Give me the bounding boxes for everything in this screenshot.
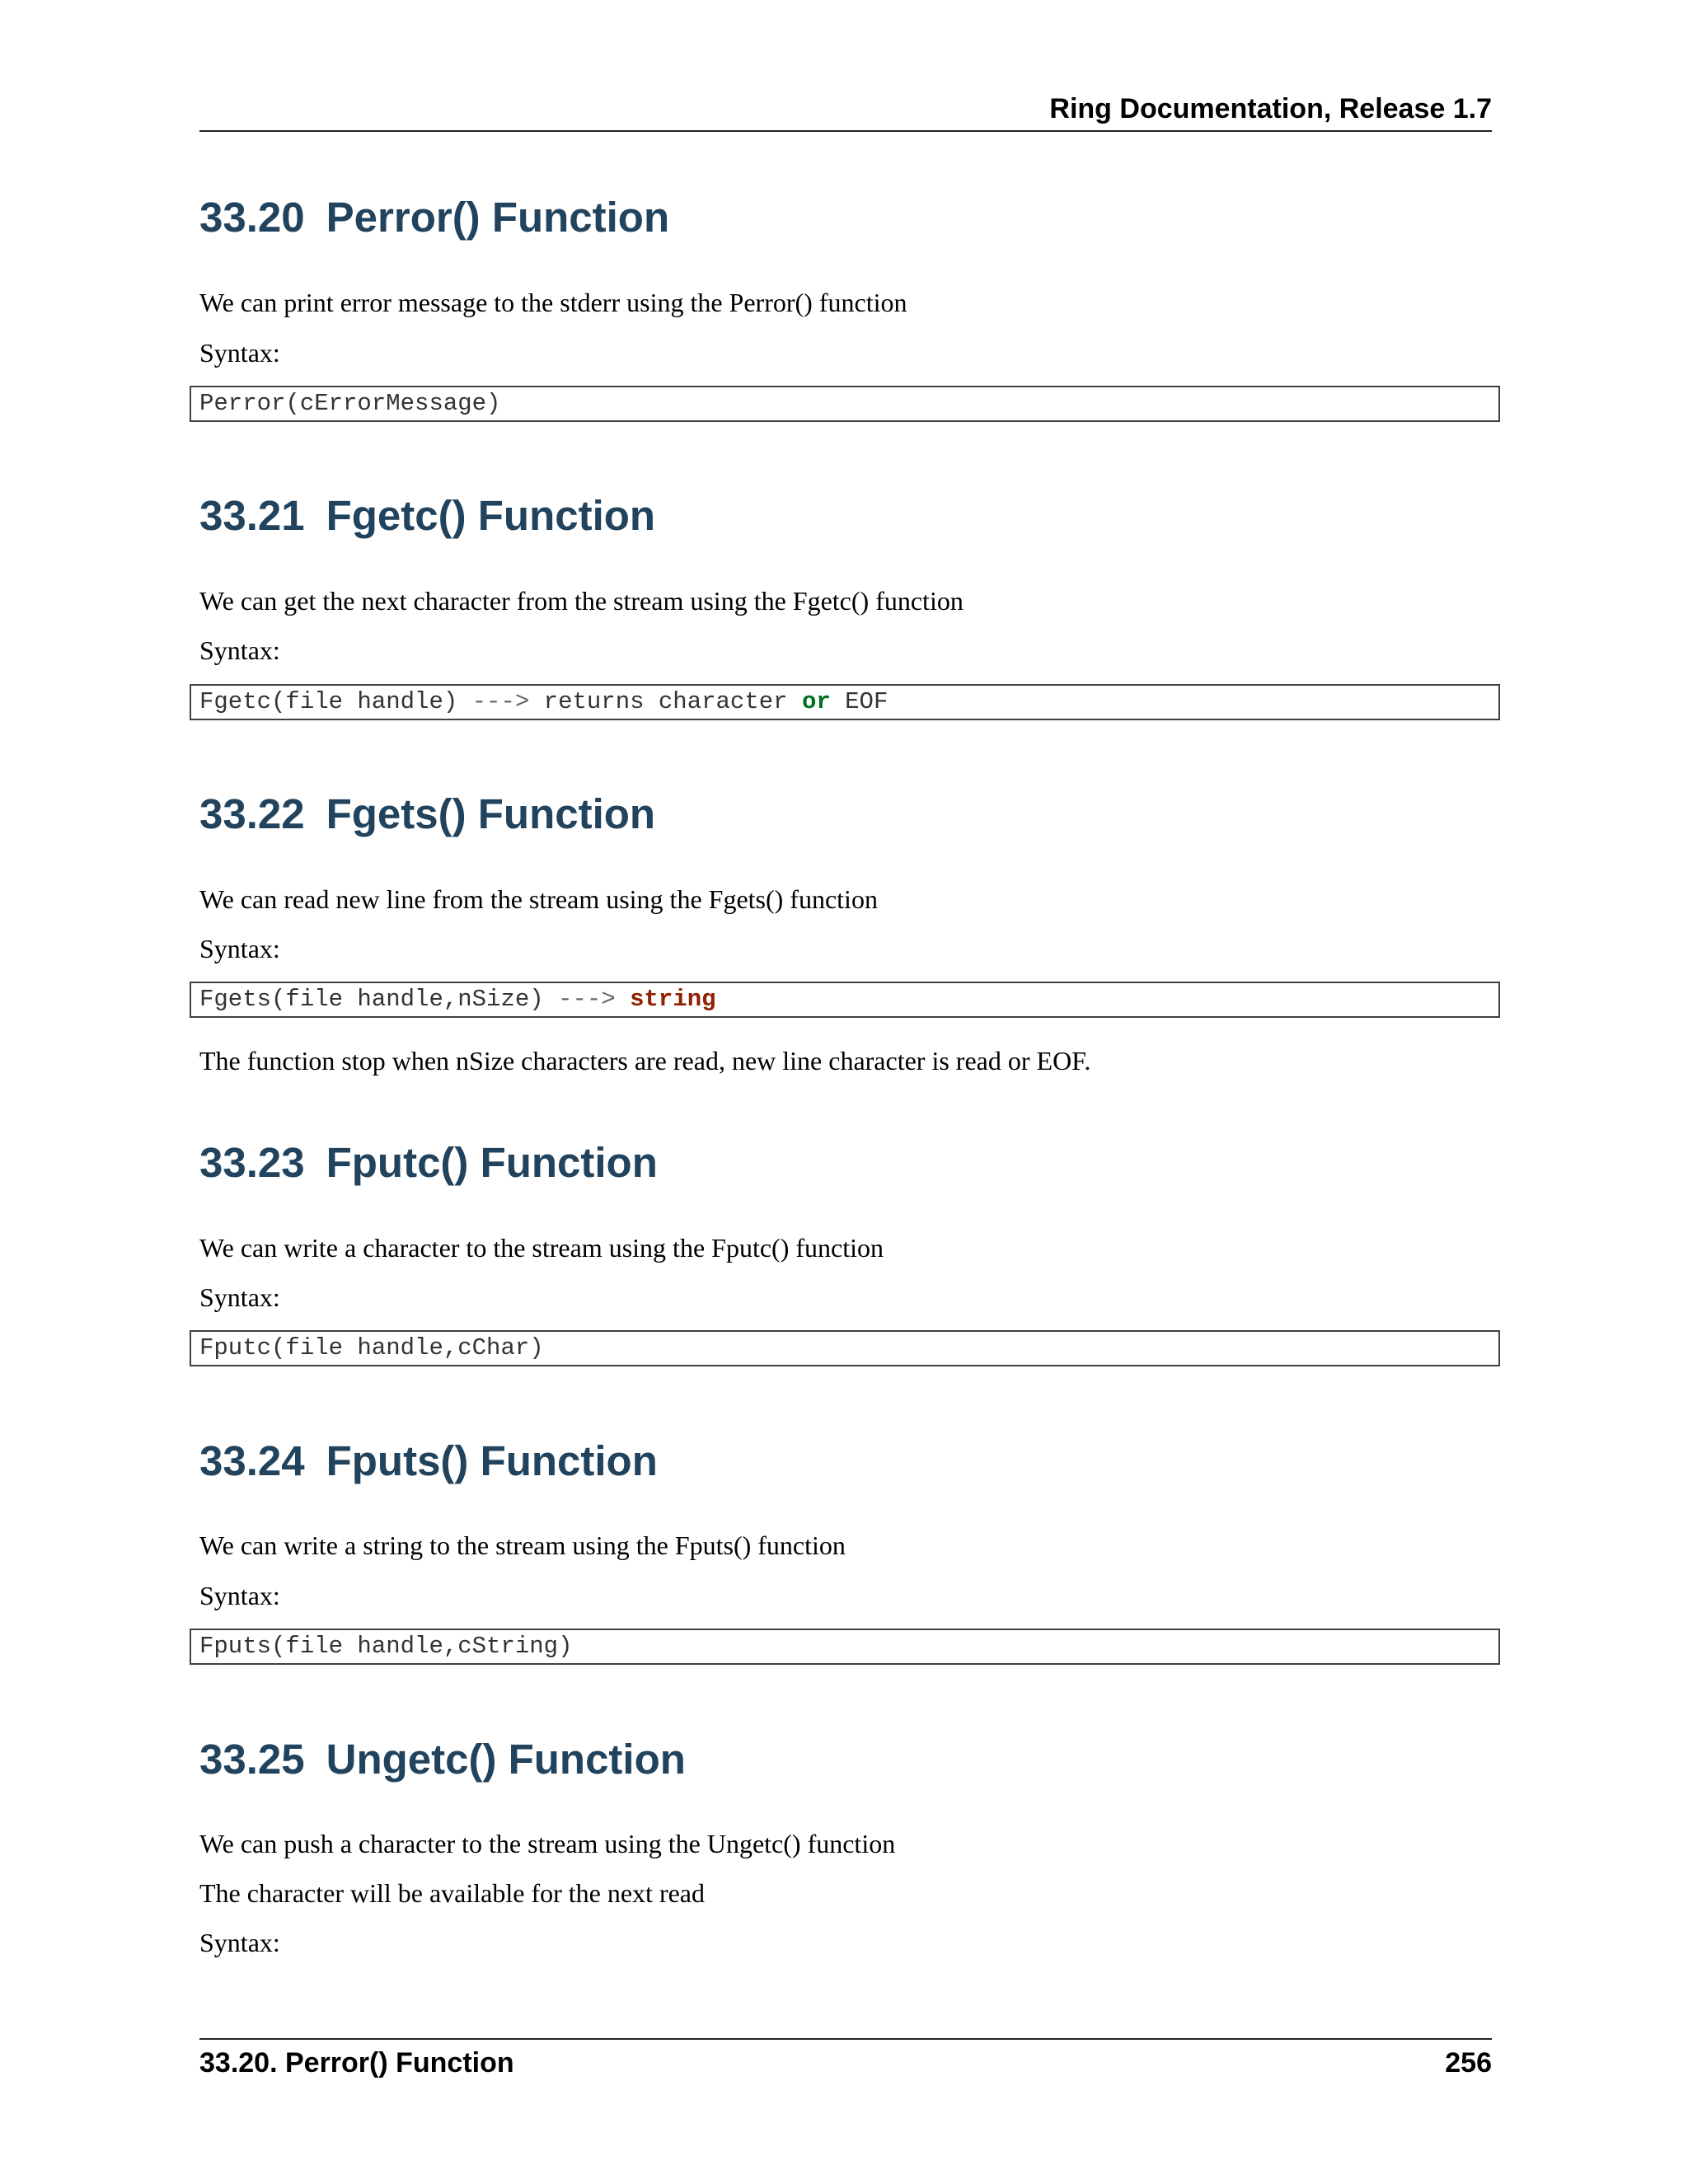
section-number: 33.22: [199, 790, 305, 837]
section-title: [199, 193, 1492, 242]
syntax-label: Syntax:: [199, 635, 280, 665]
code-block: [190, 386, 1500, 422]
paragraph: The function stop when nSize characters are read, new line character is read or EOF.: [199, 1046, 1091, 1076]
running-header: [199, 92, 1492, 132]
section-title: [199, 1735, 1492, 1784]
section-heading-fputs: [199, 1436, 1492, 1486]
syntax-label: Syntax:: [199, 934, 280, 963]
section-title-text: Fgetc() Function: [326, 492, 656, 539]
code-keyword: string: [630, 986, 716, 1013]
section-number: 33.25: [199, 1736, 305, 1783]
footer-section: 33.20. Perror() Function: [199, 2047, 514, 2079]
code-keyword: or: [801, 688, 831, 715]
code-operator: --->: [471, 688, 530, 715]
section-heading-fputc: [199, 1138, 1492, 1188]
code-text: Fgetc(file handle): [199, 688, 472, 715]
syntax-label: Syntax:: [199, 1581, 280, 1610]
code-text: Fgets(file handle,nSize): [199, 986, 559, 1013]
code-text: [616, 986, 630, 1013]
code-operator: --->: [558, 986, 616, 1013]
section-heading-fgets: [199, 790, 1492, 839]
section-number: 33.21: [199, 492, 305, 539]
paragraph: We can print error message to the stderr using the Perror() function: [199, 288, 907, 317]
section-number: 33.23: [199, 1139, 305, 1186]
code-text: Perror(cErrorMessage): [199, 390, 501, 417]
paragraph: We can get the next character from the stream using the Fgetc() function: [199, 586, 964, 616]
section-number: 33.24: [199, 1437, 305, 1484]
syntax-label: Syntax:: [199, 1282, 280, 1312]
section-title: [199, 790, 1492, 839]
code-block: [190, 1330, 1500, 1366]
code-block: [190, 982, 1500, 1018]
section-heading-ungetc: [199, 1735, 1492, 1784]
syntax-label: Syntax:: [199, 338, 280, 368]
section-title-text: Ungetc() Function: [326, 1736, 686, 1783]
section-heading-fgetc: [199, 491, 1492, 541]
section-title-text: Fgets() Function: [326, 790, 656, 837]
page-number: 256: [1445, 2047, 1492, 2079]
paragraph: We can write a character to the stream using the Fputc() function: [199, 1233, 884, 1263]
header-title: Ring Documentation, Release 1.7: [1049, 93, 1492, 124]
code-text: Fputc(file handle,cChar): [199, 1334, 544, 1361]
section-title-text: Fputs() Function: [326, 1437, 658, 1484]
paragraph: We can push a character to the stream using the Ungetc() function: [199, 1829, 896, 1858]
section-heading-perror: [199, 193, 1492, 242]
section-title: [199, 491, 1492, 541]
code-block: [190, 684, 1500, 720]
section-title: [199, 1436, 1492, 1486]
code-block: [190, 1629, 1500, 1665]
code-text: Fputs(file handle,cString): [199, 1633, 573, 1660]
paragraph: We can read new line from the stream using the Fgets() function: [199, 884, 878, 914]
paragraph: We can write a string to the stream using the Fputs() function: [199, 1530, 846, 1560]
syntax-label: Syntax:: [199, 1928, 280, 1957]
section-title: [199, 1138, 1492, 1188]
footer-rule: [199, 2038, 1492, 2040]
paragraph: The character will be available for the next read: [199, 1878, 705, 1908]
section-title-text: Fputc() Function: [326, 1139, 658, 1186]
code-text: EOF: [830, 688, 889, 715]
code-text: returns character: [529, 688, 802, 715]
section-number: 33.20: [199, 194, 305, 241]
section-title-text: Perror() Function: [326, 194, 670, 241]
